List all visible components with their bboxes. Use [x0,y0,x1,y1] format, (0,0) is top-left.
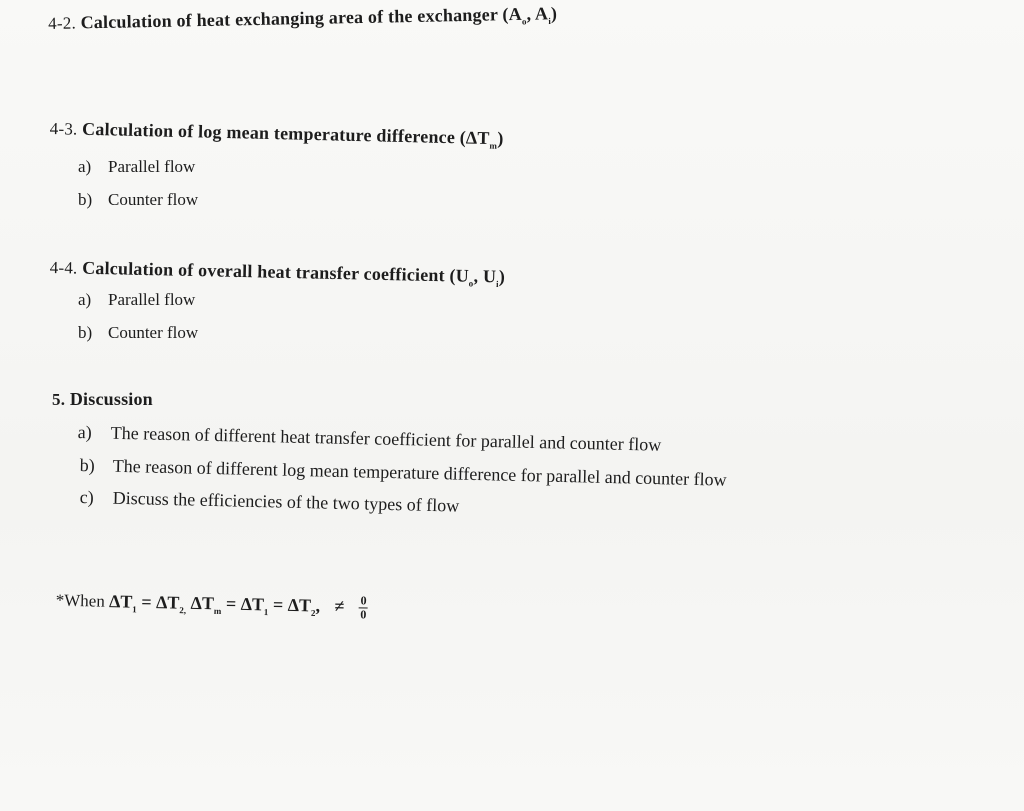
delta-t: ΔT [155,591,180,613]
not-equal-sign: ≠ [334,595,345,616]
list-item [80,487,460,517]
section-title: Calculation of overall heat transfer coefficient (U [81,257,470,286]
list-marker: a) [78,157,92,176]
closing-paren: ) [497,128,504,149]
subscript: m [213,605,222,616]
equals: = [268,594,288,615]
delta-t: ΔT [185,592,215,613]
list-item [78,290,195,310]
list-text: The reason of different heat transfer coefficient for parallel and counter flow [110,422,662,455]
list-marker: b) [78,190,93,209]
subscript: m [489,140,498,151]
subscript: o [521,16,527,27]
list-marker: c) [79,487,94,508]
delta-t: ΔT [108,590,133,612]
list-text: Parallel flow [108,157,196,176]
separator: , U [473,265,497,287]
section-5-heading [52,389,153,410]
list-item [78,190,198,210]
section-title: Calculation of log mean temperature difference (ΔT [81,118,490,148]
fraction-numerator: 0 [360,593,367,608]
subscript: 2, [179,604,187,615]
list-item [78,422,662,456]
list-marker: b) [78,323,93,342]
section-4-2-heading [48,3,557,35]
section-4-3-heading [49,118,503,151]
zero-over-zero-fraction [359,594,369,621]
closing-paren: ) [550,3,558,24]
list-marker: a) [78,290,92,309]
comma: , [315,595,321,616]
subscript: i [548,15,552,26]
list-marker: a) [77,422,92,443]
section-title: Discussion [69,389,153,409]
delta-t: ΔT [240,593,265,614]
subscript: 2 [310,607,316,618]
list-text: Parallel flow [108,290,196,309]
list-text: Counter flow [108,323,199,342]
list-text: Discuss the efficiencies of the two types of flow [112,487,460,516]
equals: = [221,593,241,614]
section-number: 5. [52,390,66,409]
footnote-formula [55,588,368,622]
subscript: o [468,278,474,289]
fraction-denominator: 0 [360,607,367,622]
subscript: i [495,278,499,289]
section-title: Calculation of heat exchanging area of the exchanger (A [80,3,523,33]
list-item [78,157,195,177]
section-number: 4-4. [49,257,78,278]
section-number: 4-2. [48,13,77,33]
separator: , A [526,3,549,24]
footnote-prefix: *When [55,590,106,611]
list-item [78,323,198,343]
section-4-4-heading [50,257,506,289]
equals: = [136,591,157,612]
formula-expression [108,590,368,622]
list-marker: b) [79,455,95,476]
delta-t: ΔT [287,594,312,615]
closing-paren: ) [498,266,506,287]
subscript: 1 [263,606,269,617]
list-text: Counter flow [108,190,199,209]
subscript: 1 [132,603,137,614]
list-text: The reason of different log mean temperature difference for parallel and counter flow [112,455,727,490]
section-number: 4-3. [49,118,78,139]
list-item [80,455,727,491]
